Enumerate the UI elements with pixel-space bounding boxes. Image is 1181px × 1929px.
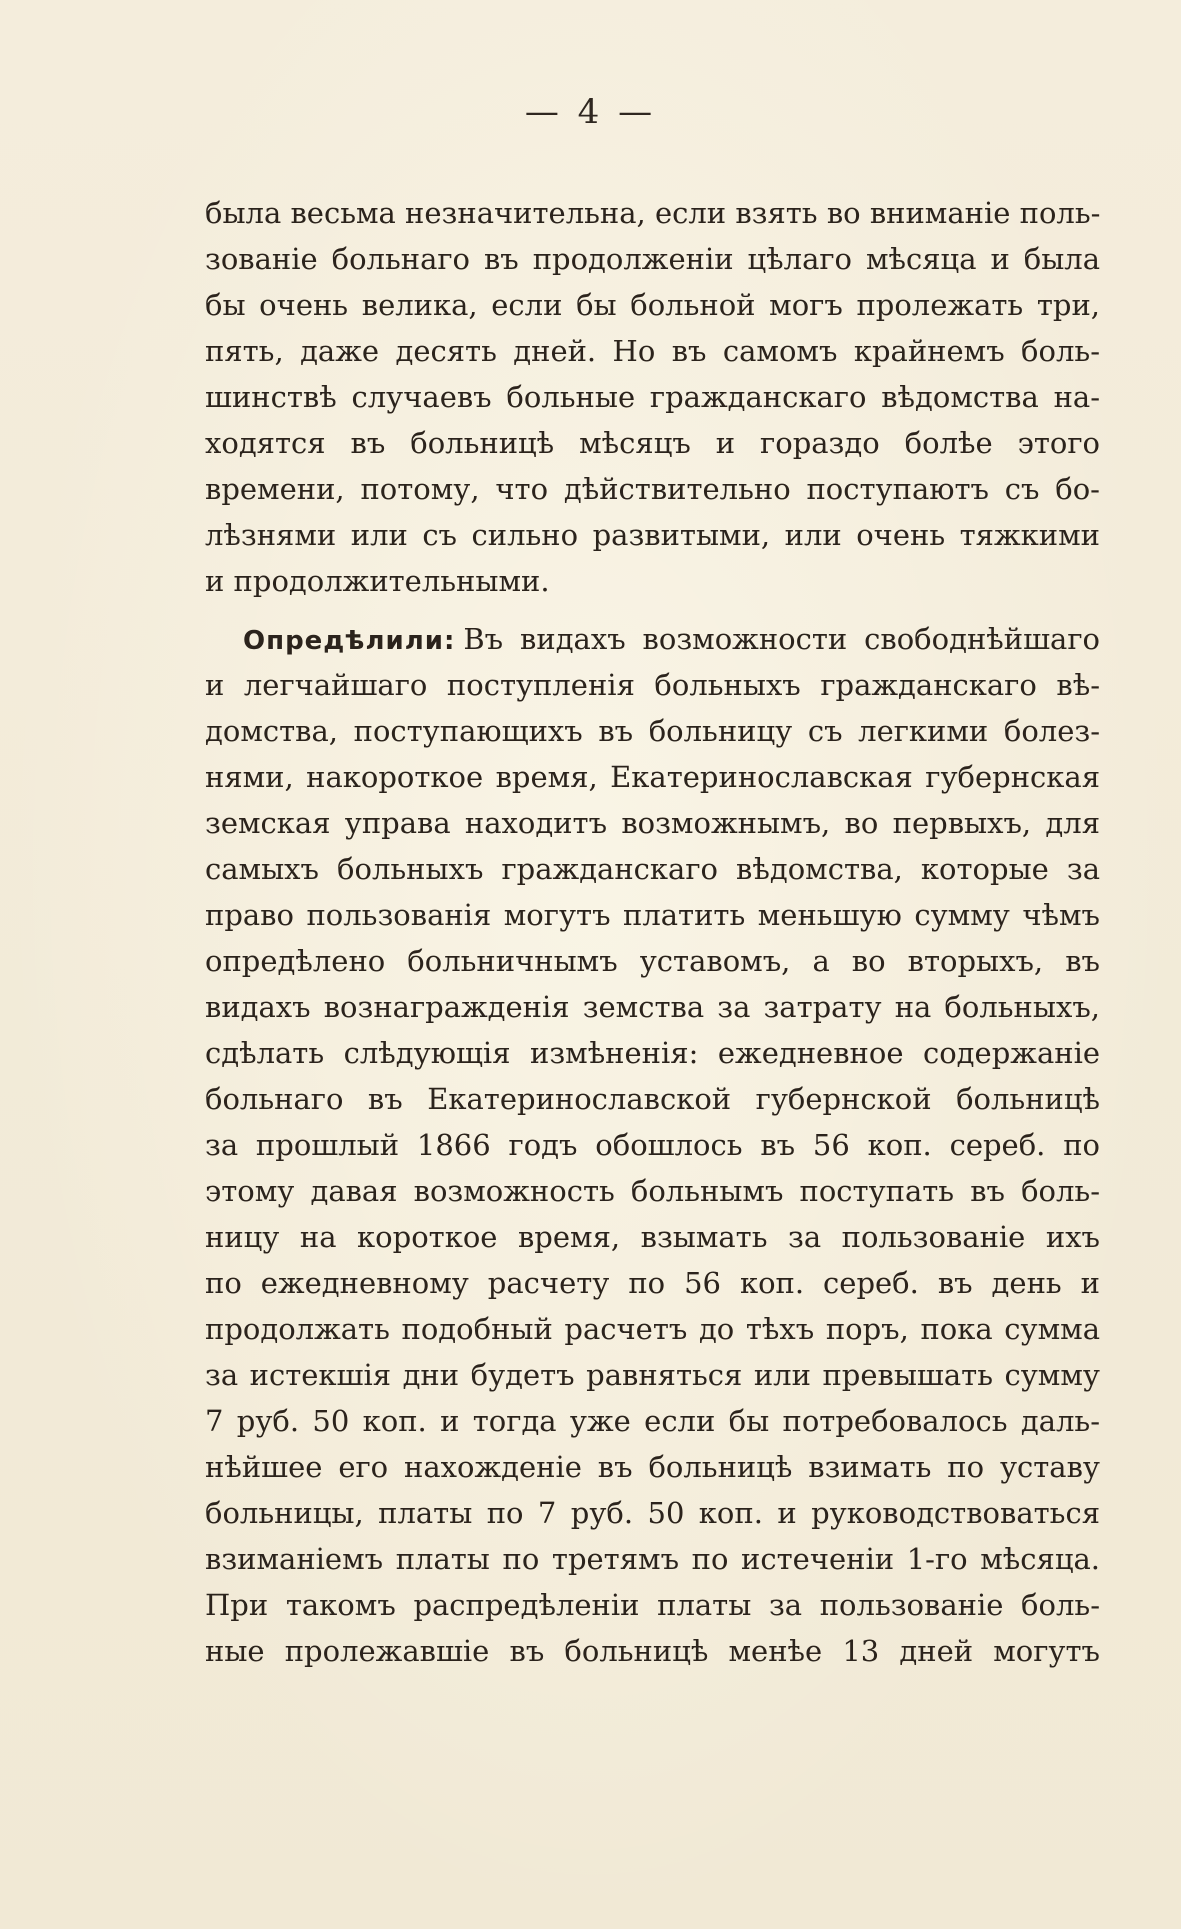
text-line: больницы, платы по 7 руб. 50 коп. и руководствоваться [205,1496,1100,1530]
text-line: времени, потому, что дѣйствительно поступаютъ съ бо- [205,472,1100,506]
text-line: по ежедневному расчету по 56 коп. сереб. въ день и [205,1266,1100,1300]
text-line: бы очень велика, если бы больной могъ пролежать три, [205,288,1100,322]
text-line: взиманіемъ платы по третямъ по истеченіи 1-го мѣсяца. [205,1542,1100,1576]
text-line: сдѣлать слѣдующія измѣненія: ежедневное содержаніе [205,1036,1100,1070]
text-line: домства, поступающихъ въ больницу съ легкими болез- [205,714,1100,748]
text-line: зованіе больнаго въ продолженіи цѣлаго мѣсяца и была [205,242,1100,276]
text-line: лѣзнями или съ сильно развитыми, или очень тяжкими [205,518,1100,552]
text-line: больнаго въ Екатеринославской губернской больницѣ [205,1082,1100,1116]
text-line: При такомъ распредѣленіи платы за пользованіе боль- [205,1588,1100,1622]
text-block [205,190,1100,1674]
paragraph-2 [205,616,1100,1674]
text-line: и легчайшаго поступленія больныхъ гражданскаго вѣ- [205,668,1100,702]
text-line: ходятся въ больницѣ мѣсяцъ и гораздо болѣе этого [205,426,1100,460]
text-line: видахъ вознагражденія земства за затрату на больныхъ, [205,990,1100,1024]
page-number: — 4 — [524,92,657,132]
text-line: 7 руб. 50 коп. и тогда уже если бы потребовалось даль- [205,1404,1100,1438]
text-line: и продолжительными. [205,564,550,598]
text-line: была весьма незначительна, если взять во вниманіе поль- [205,196,1101,230]
resolution-heading: Опредѣлили: [243,626,456,656]
text-line: нѣйшее его нахожденіе въ больницѣ взимать по уставу [205,1450,1100,1484]
text-line: ницу на короткое время, взымать за пользованіе ихъ [205,1220,1100,1254]
text-line: пять, даже десять дней. Но въ самомъ крайнемъ боль- [205,334,1100,368]
text-line: этому давая возможность больнымъ поступать въ боль- [205,1174,1100,1208]
text-line: Въ видахъ возможности свободнѣйшаго [463,622,1100,656]
text-line: за истекшія дни будетъ равняться или превышать сумму [205,1358,1100,1392]
paragraph-1 [205,190,1100,604]
text-line: шинствѣ случаевъ больные гражданскаго вѣдомства на- [205,380,1100,414]
text-line: ные пролежавшіе въ больницѣ менѣе 13 дней могутъ [205,1634,1100,1668]
text-line: самыхъ больныхъ гражданскаго вѣдомства, которые за [205,852,1100,886]
text-line: земская управа находитъ возможнымъ, во первыхъ, для [205,806,1100,840]
text-line: за прошлый 1866 годъ обошлось въ 56 коп. сереб. по [205,1128,1100,1162]
text-line: нями, накороткое время, Екатеринославская губернская [205,760,1100,794]
text-line: опредѣлено больничнымъ уставомъ, а во вторыхъ, въ [205,944,1100,978]
text-line: право пользованія могутъ платить меньшую сумму чѣмъ [205,898,1100,932]
text-line-with-heading [205,616,1100,662]
text-line: продолжать подобный расчетъ до тѣхъ поръ, пока сумма [205,1312,1100,1346]
